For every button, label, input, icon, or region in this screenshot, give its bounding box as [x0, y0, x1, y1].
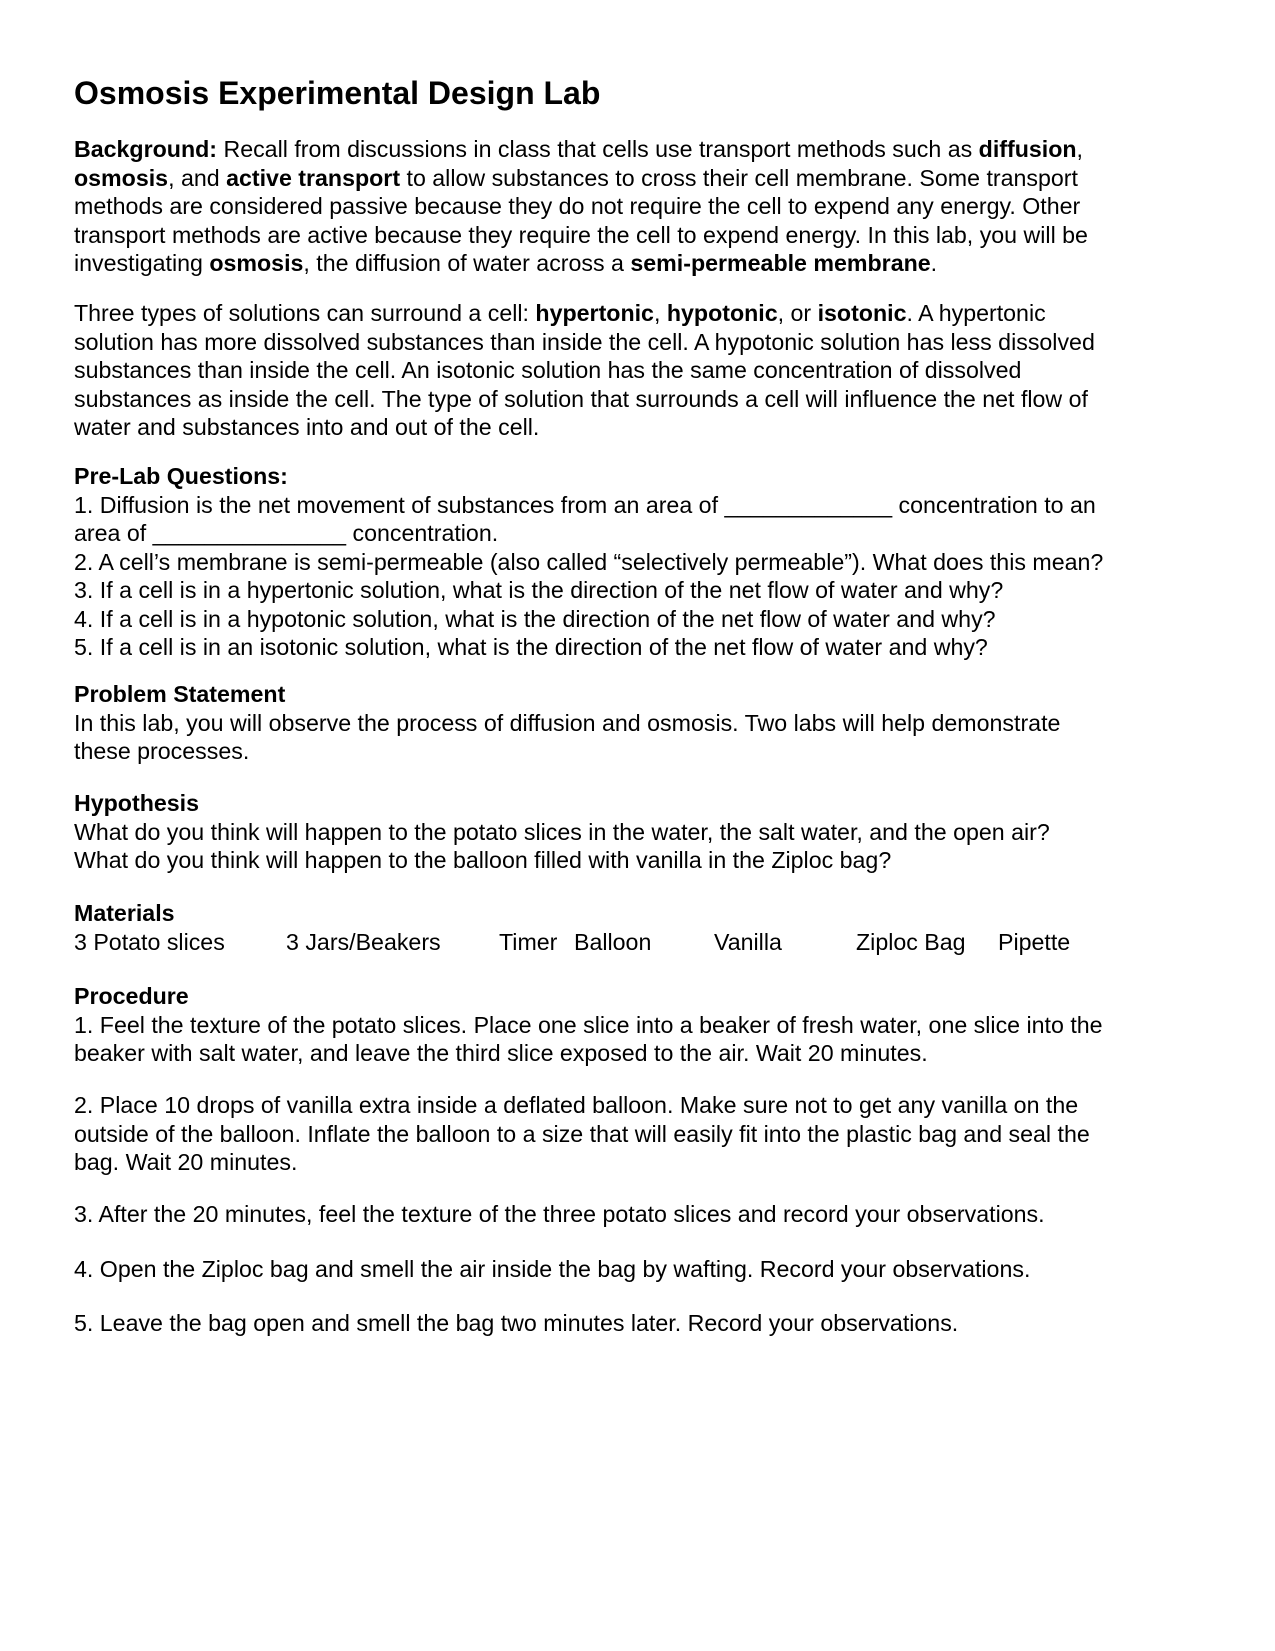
background-text: , and	[168, 164, 227, 191]
term-isotonic: isotonic	[817, 300, 907, 326]
background-line	[74, 249, 1204, 278]
procedure-heading: Procedure	[74, 983, 189, 1009]
procedure-step-2-cont: outside of the balloon. Inflate the balloon to a size that will easily fit into the plastic bag and seal the	[74, 1120, 1090, 1147]
material-item: 3 Potato slices	[74, 928, 225, 955]
prelab-question-4: 4. If a cell is in a hypotonic solution, what is the direction of the net flow of water and why?	[74, 605, 996, 632]
background-text: , the diffusion of water across a	[303, 250, 631, 276]
problem-line: In this lab, you will observe the process of diffusion and osmosis. Two labs will help demonstrate	[74, 709, 1061, 736]
hypothesis-line: What do you think will happen to the potato slices in the water, the salt water, and the open air?	[74, 818, 1050, 845]
procedure-step-3: 3. After the 20 minutes, feel the texture of the three potato slices and record your observations.	[74, 1201, 1045, 1227]
procedure-step-2-cont: bag. Wait 20 minutes.	[74, 1149, 298, 1175]
material-item: Ziploc Bag	[856, 928, 966, 955]
problem-line: these processes.	[74, 738, 250, 764]
background-text: Recall from discussions in class that cells use transport methods such as	[217, 136, 979, 162]
hypothesis-line: What do you think will happen to the balloon filled with vanilla in the Ziploc bag?	[74, 847, 892, 873]
solutions-line: water and substances into and out of the cell.	[74, 414, 540, 440]
term-osmosis: osmosis	[209, 250, 304, 276]
solutions-text: Three types of solutions can surround a cell:	[74, 300, 536, 326]
material-item: Balloon	[574, 928, 652, 955]
background-text: .	[930, 250, 938, 276]
prelab-question-3: 3. If a cell is in a hypertonic solution, what is the direction of the net flow of water and why?	[74, 577, 1004, 603]
prelab-question-5: 5. If a cell is in an isotonic solution, what is the direction of the net flow of water and why?	[74, 634, 988, 660]
solutions-text: , or	[777, 300, 818, 326]
term-hypotonic: hypotonic	[666, 300, 778, 326]
materials-list	[74, 928, 1204, 957]
solutions-paragraph	[74, 299, 1204, 442]
prelab-question-1: 1. Diffusion is the net movement of substances from an area of _____________ concentration to an	[74, 491, 1096, 518]
prelab-heading: Pre-Lab Questions:	[74, 463, 288, 489]
background-label: Background:	[74, 136, 217, 162]
hypothesis-heading: Hypothesis	[74, 790, 199, 816]
material-item: Pipette	[998, 928, 1071, 955]
term-osmosis: osmosis	[74, 164, 169, 191]
term-hypertonic: hypertonic	[535, 300, 654, 326]
prelab-question-1-cont: area of _______________ concentration.	[74, 520, 499, 546]
background-line	[74, 164, 1204, 193]
background-text: investigating	[74, 250, 210, 276]
prelab-section	[74, 462, 1204, 662]
procedure-step-4: 4. Open the Ziploc bag and smell the air inside the bag by wafting. Record your observations.	[74, 1256, 1031, 1282]
solutions-line	[74, 299, 1204, 328]
procedure-step-5: 5. Leave the bag open and smell the bag two minutes later. Record your observations.	[74, 1310, 959, 1336]
procedure-step-4-block	[74, 1255, 1204, 1284]
background-paragraph	[74, 135, 1204, 278]
procedure-step-2: 2. Place 10 drops of vanilla extra inside a deflated balloon. Make sure not to get any vanilla on the	[74, 1092, 1079, 1118]
solutions-text: ,	[653, 300, 667, 326]
prelab-question-2: 2. A cell’s membrane is semi-permeable (also called “selectively permeable”). What does this mean?	[74, 548, 1104, 575]
solutions-line: solution has more dissolved substances than inside the cell. A hypotonic solution has less dissolved	[74, 328, 1095, 355]
term-active-transport: active transport	[226, 164, 401, 191]
procedure-step-1-cont: beaker with salt water, and leave the third slice exposed to the air. Wait 20 minutes.	[74, 1040, 928, 1066]
material-item: Vanilla	[714, 928, 782, 955]
procedure-step-2-block	[74, 1091, 1204, 1177]
procedure-section	[74, 982, 1204, 1068]
problem-heading: Problem Statement	[74, 681, 286, 707]
material-item: 3 Jars/Beakers	[286, 928, 441, 955]
procedure-step-5-block	[74, 1309, 1204, 1338]
background-line: transport methods are active because they require the cell to expend energy. In this lab, you will be	[74, 221, 1088, 248]
procedure-step-3-block	[74, 1200, 1204, 1229]
procedure-step-1: 1. Feel the texture of the potato slices. Place one slice into a beaker of fresh water, one slice into the	[74, 1011, 1103, 1038]
solutions-text: . A hypertonic	[906, 300, 1046, 326]
materials-section	[74, 899, 1204, 956]
problem-section	[74, 680, 1204, 766]
solutions-line: substances as inside the cell. The type of solution that surrounds a cell will influence the net flow of	[74, 385, 1088, 412]
background-line: methods are considered passive because they do not require the cell to expend any energy. Other	[74, 193, 1081, 219]
term-semi-permeable-membrane: semi-permeable membrane	[630, 250, 931, 276]
material-item: Timer	[499, 928, 558, 955]
background-text: to allow substances to cross their cell membrane. Some transport	[400, 164, 1078, 191]
background-text: ,	[1076, 136, 1083, 162]
solutions-line: substances than inside the cell. An isotonic solution has the same concentration of dissolved	[74, 357, 1022, 383]
hypothesis-section	[74, 789, 1204, 875]
background-line	[74, 135, 1204, 164]
materials-heading: Materials	[74, 900, 175, 926]
page-title: Osmosis Experimental Design Lab	[74, 75, 601, 111]
term-diffusion: diffusion	[978, 136, 1077, 162]
